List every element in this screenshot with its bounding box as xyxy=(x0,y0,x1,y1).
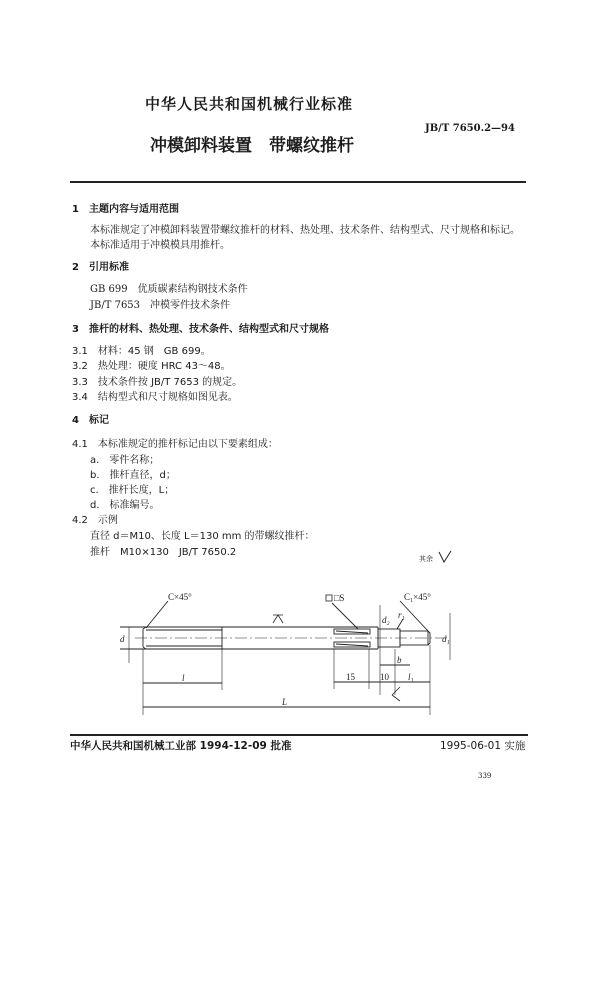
reference-item: GB 699 优质碳素结构钢技术条件 xyxy=(90,284,248,295)
section-3-item: 3.2 热处理：硬度 HRC 43～48。 xyxy=(72,361,231,372)
d1-label: d₁ xyxy=(442,634,450,644)
dim-10-label: 10 xyxy=(380,672,389,682)
reference-item: JB/T 7653 冲模零件技术条件 xyxy=(90,300,231,311)
section-1-line: 本标准适用于冲模模具用推杆。 xyxy=(90,240,230,251)
square-s-label: □S xyxy=(334,593,345,603)
b-label: b xyxy=(397,655,402,665)
marking-element: d. 标准编号。 xyxy=(90,500,160,511)
d-label: d xyxy=(120,634,125,644)
chamfer-label: C×45° xyxy=(168,592,192,602)
section-3-item: 3.4 结构型式和尺寸规格如图见表。 xyxy=(72,392,238,403)
marking-element: c. 推杆长度，L； xyxy=(90,485,175,496)
page-title: 冲模卸料装置 带螺纹推杆 xyxy=(150,136,354,156)
push-rod-drawing xyxy=(110,585,460,730)
section-4-heading: 4 标记 xyxy=(72,415,109,426)
l1-label: l₁ xyxy=(408,672,414,682)
L-label: L xyxy=(282,697,288,707)
item-4-1: 4.1 本标准规定的推杆标记由以下要素组成： xyxy=(72,439,278,450)
example-marking: 推杆 M10×130 JB/T 7650.2 xyxy=(90,547,237,558)
dim-15-label: 15 xyxy=(346,672,355,682)
section-3-item: 3.3 技术条件按 JB/T 7653 的规定。 xyxy=(72,377,243,388)
approval-date: 中华人民共和国机械工业部 1994-12-09 批准 xyxy=(70,740,292,752)
header-divider xyxy=(70,181,526,183)
issuing-body: 中华人民共和国机械行业标准 xyxy=(145,95,354,113)
surface-roughness-note: 其余 xyxy=(419,555,433,563)
effective-date: 1995-06-01 实施 xyxy=(440,740,526,752)
footer-divider xyxy=(70,734,528,736)
standard-code: JB/T 7650.2—94 xyxy=(425,123,515,134)
section-1-line: 本标准规定了冲模卸料装置带螺纹推杆的材料、热处理、技术条件、结构型式、尺寸规格和标记。 xyxy=(90,225,520,236)
r1-label: r₁ xyxy=(398,610,405,620)
page-number: 339 xyxy=(478,772,492,780)
d2-label: d₂ xyxy=(382,615,390,625)
roughness-symbol-icon xyxy=(438,550,452,564)
chamfer1-label: C₁×45° xyxy=(404,592,431,602)
item-4-2: 4.2 示例 xyxy=(72,515,118,526)
section-2-heading: 2 引用标准 xyxy=(72,262,129,273)
section-1-heading: 1 主题内容与适用范围 xyxy=(72,204,179,215)
marking-element: a. 零件名称； xyxy=(90,455,160,466)
example-description: 直径 d＝M10、长度 L＝130 mm 的带螺纹推杆： xyxy=(90,531,315,542)
marking-element: b. 推杆直径，d； xyxy=(90,470,176,481)
section-3-item: 3.1 材料：45 钢 GB 699。 xyxy=(72,346,211,357)
l-label: l xyxy=(182,673,185,683)
section-3-heading: 3 推杆的材料、热处理、技术条件、结构型式和尺寸规格 xyxy=(72,324,329,335)
